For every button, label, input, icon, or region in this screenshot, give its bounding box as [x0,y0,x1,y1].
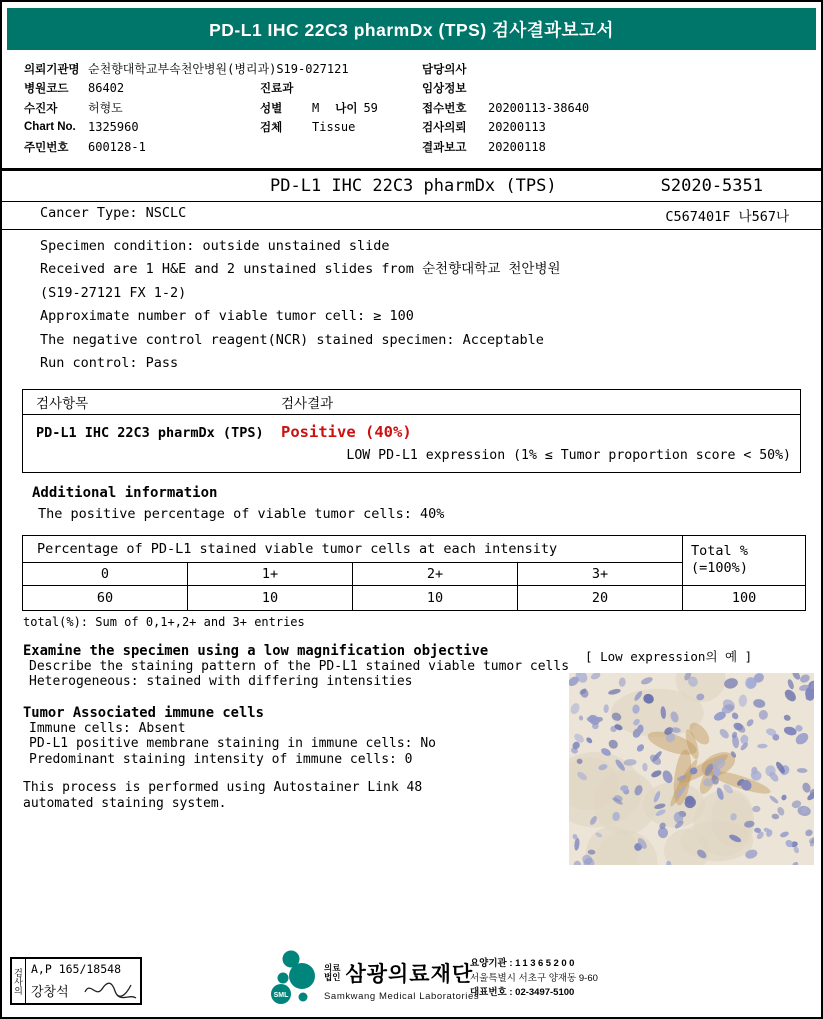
field-label: 결과보고 [422,141,467,154]
sml-logo-icon [265,949,321,1009]
organization-contact [470,957,598,1001]
sex-value: M [312,100,320,115]
additional-info-line: The positive percentage of viable tumor cells: 40% [38,505,445,522]
field-label: 의뢰기관명 [24,63,80,76]
result-row [23,423,800,441]
field-label: 수진자 [24,102,58,115]
care-org-number: 11365200 [515,958,577,969]
patient-info-section [24,59,821,157]
info-row-4 [24,118,821,138]
intensity-value: 10 [353,585,518,610]
process-note [23,780,569,811]
lower-content [2,643,821,865]
intensity-value: 60 [23,585,188,610]
result-header-item: 검사항목 [36,395,89,412]
test-item-name: PD-L1 IHC 22C3 pharmDx (TPS) [36,424,264,441]
footer [2,949,821,1011]
total-header [683,535,806,585]
request-date-value: 20200113 [488,120,546,135]
intensity-header: Percentage of PD-L1 stained viable tumor cells at each intensity [23,535,683,562]
info-row-2 [24,79,821,99]
org-prefix-line: 의료 [324,963,341,973]
intensity-table [22,535,806,611]
specimen-line: Received are 1 H&E and 2 unstained slides from 순천향대학교 천안병원 [40,261,561,277]
info-row-3 [24,98,821,118]
age-value: 59 [363,100,378,115]
specimen-description [40,235,821,376]
specimen-line: The negative control reagent(NCR) stained specimen: Acceptable [40,331,544,348]
resident-id-value: 600128-1 [88,139,146,154]
phone-label: 대표번호 : [470,987,513,998]
examine-section-title: Examine the specimen using a low magnification objective [23,642,489,659]
field-label: 검사의뢰 [422,122,467,135]
field-label: 담당의사 [422,63,467,76]
process-line: automated staining system. [23,795,227,811]
specimen-line: Run control: Pass [40,355,179,371]
immune-line: Immune cells: Absent [29,720,186,736]
field-label: 주민번호 [24,141,69,154]
specimen-line: (S19-27121 FX 1-2) [40,284,187,301]
logo-text: SML [273,992,289,999]
hospital-code-value: 86402 [88,81,125,96]
slide-code: C567401F 나567나 [665,208,789,225]
examiner-license: A,P 165/18548 [31,962,122,976]
examiner-stamp-main [26,959,140,1003]
org-name-row [324,958,479,988]
immune-line: Predominant staining intensity of immune cells: 0 [29,751,413,767]
patient-name-value: 허형도 [88,101,123,116]
case-number: S2020-5351 [660,175,763,196]
chart-number-value: 1325960 [88,120,139,135]
intensity-value: 10 [188,585,353,610]
phone-line [470,986,598,1001]
result-header-result: 검사결과 [281,395,334,412]
total-sublabel: (=100%) [691,560,748,576]
examiner-label-strip [12,959,26,1003]
additional-info-title: Additional information [32,484,218,501]
intensity-col: 0 [23,562,188,585]
organization-names [324,958,479,1002]
field-label: 성별 [260,102,283,115]
result-table-header [23,390,800,415]
info-row-1 [24,59,821,79]
intensity-values-row [23,585,806,610]
field-label: 접수번호 [422,102,467,115]
lower-text-column [2,643,569,865]
specimen-line: Approximate number of viable tumor cell: ≥ 100 [40,308,414,324]
field-label: Chart No. [24,121,76,134]
example-image-column [569,643,823,865]
image-caption: [ Low expression의 예 ] [585,648,753,664]
immune-section [23,705,569,768]
care-org-label: 요양기관 : [470,958,513,969]
org-name-english: Samkwang Medical Laboratories [324,991,480,1002]
org-prefix [324,964,340,982]
result-table-body [23,415,800,472]
immune-line: PD-L1 positive membrane staining in immune cells: No [29,736,436,751]
intensity-value: 20 [518,585,683,610]
field-label: 임상정보 [422,83,467,96]
page-title: PD-L1 IHC 22C3 pharmDx (TPS) 검사결과보고서 [209,20,614,40]
result-table [22,389,801,473]
address-line: 서울특별시 서초구 양재동 9-60 [470,972,598,984]
phone-number: 02-3497-5100 [515,987,575,998]
field-label: 병원코드 [24,83,69,96]
info-row-5 [24,137,821,157]
specimen-type-value: Tissue [312,120,356,135]
report-title-banner [7,8,816,50]
intensity-col: 3+ [518,562,683,585]
examiner-stamp-box [10,957,142,1005]
intensity-footnote: total(%): Sum of 0,1+,2+ and 3+ entries [23,614,305,629]
histology-image [569,673,814,865]
examiner-name: 강창석 [31,984,69,999]
examiner-label: 검사의 [13,967,23,995]
accession-number-value: 20200113-38640 [488,100,590,115]
specimen-line: Specimen condition: outside unstained slide [40,237,390,254]
total-label: Total % [691,543,748,559]
intensity-total-value: 100 [683,585,806,610]
care-org-line [470,957,598,972]
signature-icon [81,978,139,1002]
field-label: 검체 [260,122,283,135]
test-result-value: Positive (40%) [281,422,412,441]
examine-line: Heterogeneous: stained with differing intensities [29,674,413,689]
org-name-korean: 삼광의료재단 [345,963,474,986]
divider-thin [2,229,821,230]
report-date-value: 20200118 [488,139,546,154]
intensity-col: 1+ [188,562,353,585]
process-line: This process is performed using Autostainer Link 48 [23,780,423,795]
test-result-detail: LOW PD-L1 expression (1% ≤ Tumor proportion score < 50%) [346,447,791,463]
report-subtitle-row [2,171,821,201]
sex-age-values [312,100,422,116]
referring-org-value: 순천향대학교부속천안병원(병리과)S19-027121 [88,62,349,77]
cancer-type: Cancer Type: NSCLC [40,204,187,221]
immune-section-title: Tumor Associated immune cells [23,704,264,721]
field-label: 진료과 [260,83,294,96]
org-prefix-line: 법인 [324,972,341,982]
examine-line: Describe the staining pattern of the PD-L1 stained viable tumor cells [29,658,570,674]
field-label: 나이 [335,102,358,115]
test-title: PD-L1 IHC 22C3 pharmDx (TPS) [270,175,557,196]
intensity-col: 2+ [353,562,518,585]
cancer-type-row [2,202,821,229]
